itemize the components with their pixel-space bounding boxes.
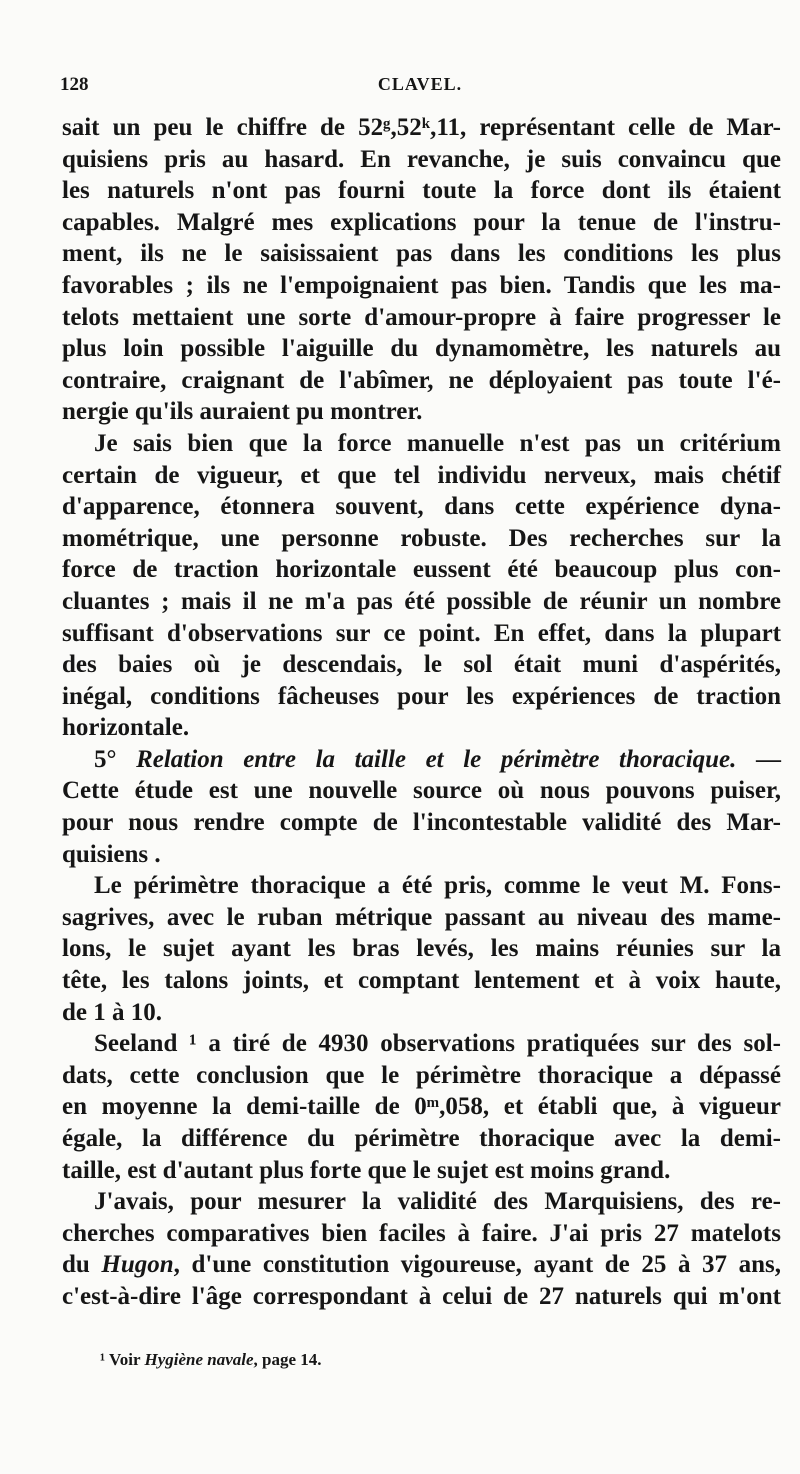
text-line: horizontale. xyxy=(62,714,190,742)
text-line: de 1 à 10. xyxy=(62,998,162,1026)
footnote-separator xyxy=(62,1320,781,1321)
text-line: Seeland ¹ a tiré de 4930 observations pratiquées sur des sol- xyxy=(94,1030,781,1058)
text-line: sait un peu le chiffre de 52ᵍ,52ᵏ,11, représentant celle de Mar- xyxy=(62,114,781,141)
text-line: J'avais, pour mesurer la validité des Marquisiens, des re- xyxy=(94,1188,781,1216)
text-line: quisiens . xyxy=(62,840,161,868)
text-line: Le périmètre thoracique a été pris, comme le veut M. Fons- xyxy=(94,872,781,900)
footnote: ¹ Voir Hygiène navale, page 14. xyxy=(100,1350,322,1369)
text-line: des baies où je descendais, le sol était muni d'aspérités, xyxy=(62,651,781,679)
section-heading-line: 5° Relation entre la taille et le périmètre thoracique. — xyxy=(94,745,781,773)
body-text xyxy=(62,112,781,1313)
text-line: les naturels n'ont pas fourni toute la force dont ils étaient xyxy=(62,177,781,205)
text-line: égale, la différence du périmètre thoracique avec la demi- xyxy=(62,1125,781,1152)
italic-phrase: Relation entre la taille et le périmètre thoracique. xyxy=(136,745,737,773)
text-line: cherches comparatives bien faciles à faire. J'ai pris 27 matelots xyxy=(62,1219,781,1247)
text-line: ment, ils ne le saisissaient pas dans les conditions les plus xyxy=(62,240,781,268)
text-line: nergie qu'ils auraient pu montrer. xyxy=(62,398,423,426)
text-line: Cette étude est une nouvelle source où nous pouvons puiser, xyxy=(62,777,781,805)
text-line: capables. Malgré mes explications pour la tenue de l'instru- xyxy=(62,208,781,236)
text-line: plus loin possible l'aiguille du dynamomètre, les naturels au xyxy=(62,335,781,363)
text-line: tête, les talons joints, et comptant lentement et à voix haute, xyxy=(62,967,781,995)
text-line: d'apparence, étonnera souvent, dans cette expérience dyna- xyxy=(62,493,781,521)
text-line: inégal, conditions fâcheuses pour les expériences de traction xyxy=(62,682,781,710)
text-line: certain de vigueur, et que tel individu nerveux, mais chétif xyxy=(62,461,781,489)
text-line: telots mettaient une sorte d'amour-propre à faire progresser le xyxy=(62,303,781,331)
italic-phrase: Hugon xyxy=(101,1251,174,1279)
text-line: favorables ; ils ne l'empoignaient pas bien. Tandis que les ma- xyxy=(62,271,781,299)
text-line: pour nous rendre compte de l'incontestable validité des Mar- xyxy=(62,809,781,837)
text-line: c'est-à-dire l'âge correspondant à celui de 27 naturels qui m'ont xyxy=(62,1282,781,1310)
running-title: CLAVEL. xyxy=(377,74,463,94)
page-number: 128 xyxy=(60,74,89,95)
text-line: taille, est d'autant plus forte que le sujet est moins grand. xyxy=(62,1156,671,1184)
text-line: force de traction horizontale eussent été beaucoup plus con- xyxy=(62,556,781,584)
text-line: contraire, craignant de l'abîmer, ne déployaient pas toute l'é- xyxy=(62,366,781,394)
text-line: Je sais bien que la force manuelle n'est pas un critérium xyxy=(94,429,781,457)
text-line: du Hugon, d'une constitution vigoureuse, ayant de 25 à 37 ans, xyxy=(62,1251,781,1279)
text-line: lons, le sujet ayant les bras levés, les mains réunies sur la xyxy=(62,935,781,963)
text-line: dats, cette conclusion que le périmètre thoracique a dépassé xyxy=(62,1061,781,1089)
text-line: en moyenne la demi-taille de 0ᵐ,058, et établi que, à vigueur xyxy=(62,1093,781,1121)
text-line: cluantes ; mais il ne m'a pas été possible de réunir un nombre xyxy=(62,587,781,615)
text-line: sagrives, avec le ruban métrique passant au niveau des mame- xyxy=(62,903,781,931)
text-line: mométrique, une personne robuste. Des recherches sur la xyxy=(62,524,781,552)
text-line: suffisant d'observations sur ce point. En effet, dans la plupart xyxy=(62,619,781,647)
page-header xyxy=(60,74,780,98)
italic-phrase: Hygiène navale xyxy=(144,1350,254,1369)
text-line: quisiens pris au hasard. En revanche, je suis convaincu que xyxy=(62,145,781,173)
